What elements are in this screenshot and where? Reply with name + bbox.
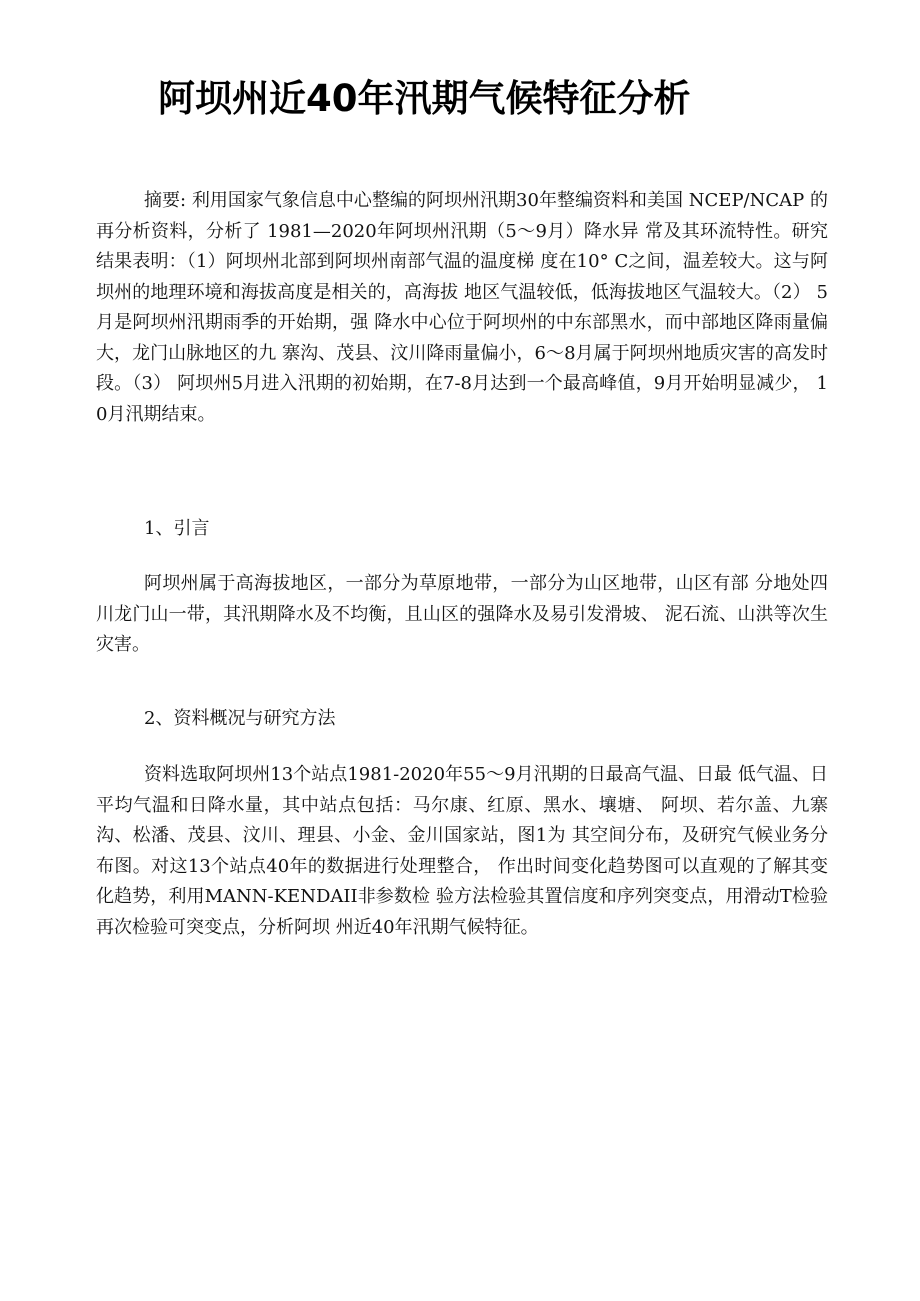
document-title: 阿坝州近40年汛期气候特征分析: [158, 77, 691, 120]
abstract-label: 摘要:: [144, 190, 187, 211]
abstract-paragraph: [96, 186, 828, 430]
section-heading-introduction: 1、引言: [144, 518, 210, 539]
section-paragraph-data-methods: 资料选取阿坝州13个站点1981-2020年55〜9月汛期的日最高气温、日最 低气温、日平均气温和日降水量，其中站点包括：马尔康、红原、黑水、壤塘、 阿坝、若尔盖、九寨沟、松潘、茂县、汶川、理县、小金、金川国家站，图1为 其空间分布，及研究气候业务分布图。对这13个站点40年的数据进行处理整合， 作出时间变化趋势图可以直观的了解其变化趋势，利用MANN-KENDAII非参数检 验方法检验其置信度和序列突变点，用滑动T检验再次检验可突变点，分析阿坝 州近40年汛期气候特征。: [96, 764, 828, 938]
section-heading-data-methods: 2、资料概况与研究方法: [144, 708, 336, 729]
section-paragraph-introduction: 阿坝州属于高海拔地区，一部分为草原地带，一部分为山区地带，山区有部 分地处四川龙门山一带，其汛期降水及不均衡，且山区的强降水及易引发滑坡、 泥石流、山洪等次生灾害。: [96, 573, 828, 655]
abstract-text: 利用国家气象信息中心整编的阿坝州汛期30年整编资料和美国 NCEP/NCAP 的再分析资料，分析了 1981—2020年阿坝州汛期（5〜9月）降水异 常及其环流特性。研究结果表明：（1）阿坝州北部到阿坝州南部气温的温度梯 度在10° C之间，温差较大。这与阿坝州的地理环境和海拔高度是相关的，高海拔 地区气温较低，低海拔地区气温较大。（2） 5月是阿坝州汛期雨季的开始期，强 降水中心位于阿坝州的中东部黑水，而中部地区降雨量偏大，龙门山脉地区的九 寨沟、茂县、汶川降雨量偏小，6〜8月属于阿坝州地质灾害的高发时段。（3） 阿坝州5月进入汛期的初始期，在7-8月达到一个最高峰值，9月开始明显减少， 10月汛期结束。: [96, 190, 828, 425]
